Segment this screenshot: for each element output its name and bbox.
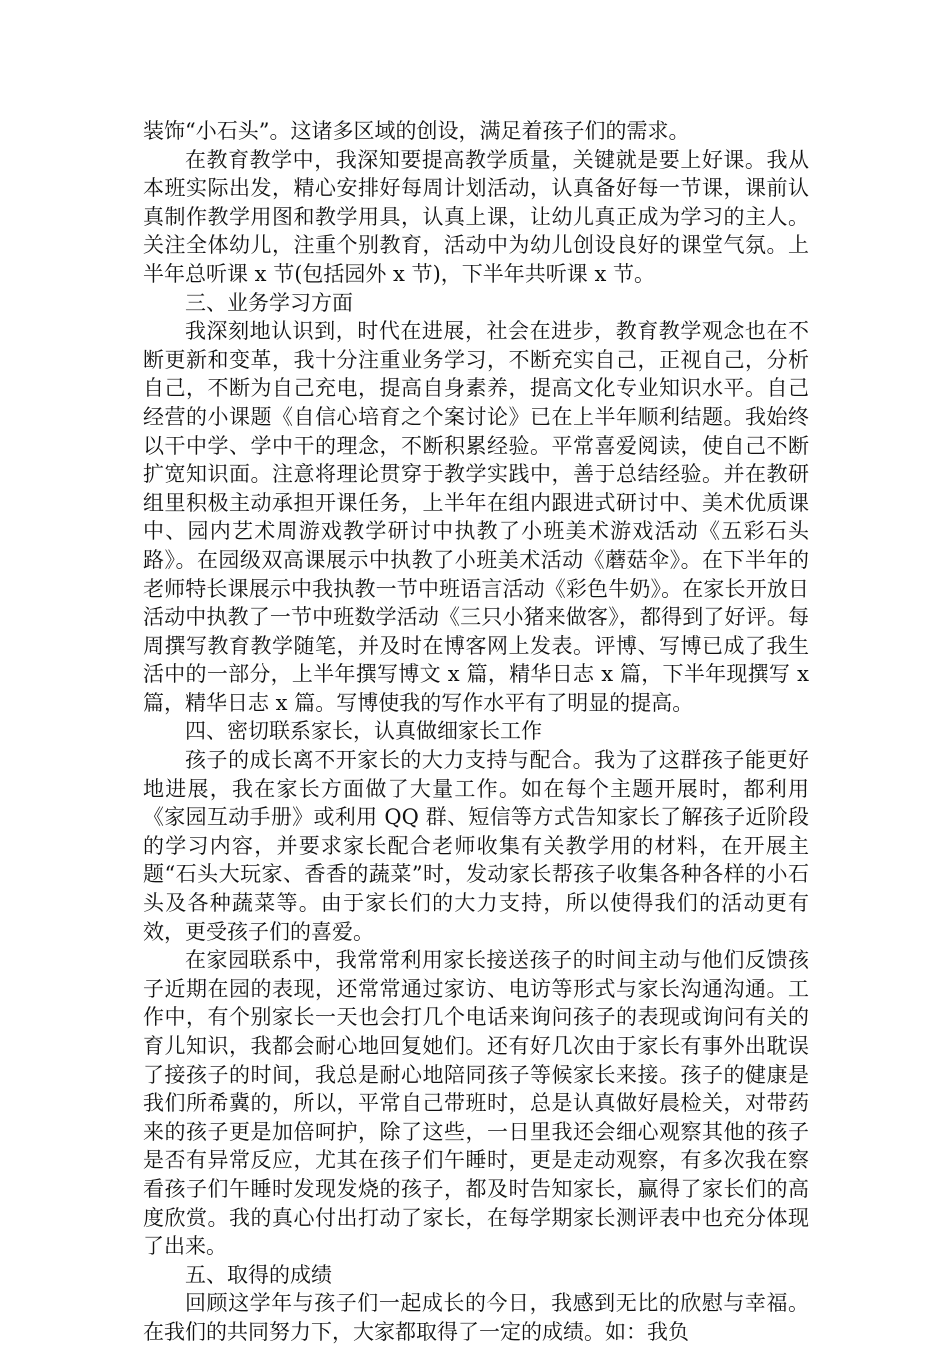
section-heading-achievements: 五、取得的成绩 bbox=[185, 1262, 332, 1287]
paragraph-teaching: 在教育教学中，我深知要提高教学质量，关键就是要上好课。我从本班实际出发，精心安排好每周计划活动，认真备好每一节课，课前认真制作教学用图和教学用具，认真上课，让幼儿真正成为学习的主人。关注全体幼儿，注重个别教育，活动中为幼儿创设良好的课堂气氛。上半年总听课 x 节(包括园外 x 节)，下半年共听课 x 节。 bbox=[143, 147, 809, 286]
paragraph-achievements: 回顾这学年与孩子们一起成长的今日，我感到无比的欣慰与幸福。在我们的共同努力下，大家都取得了一定的成绩。如：我负 bbox=[143, 1291, 809, 1344]
document-body bbox=[143, 117, 809, 1347]
section-heading-professional-study: 三、业务学习方面 bbox=[185, 290, 353, 315]
paragraph-professional-study: 我深刻地认识到，时代在进展，社会在进步，教育教学观念也在不断更新和变革，我十分注重业务学习，不断充实自己，正视自己，分析自己，不断为自己充电，提高自身素养，提高文化专业知识水平。自己经营的小课题《自信心培育之个案讨论》已在上半年顺利结题。我始终以干中学、学中干的理念，不断积累经验。平常喜爱阅读，使自己不断扩宽知识面。注意将理论贯穿于教学实践中，善于总结经验。并在教研组里积极主动承担开课任务，上半年在组内跟进式研讨中、美术优质课中、园内艺术周游戏教学研讨中执教了小班美术游戏活动《五彩石头路》。在园级双高课展示中执教了小班美术活动《蘑菇伞》。在下半年的老师特长课展示中我执教一节中班语言活动《彩色牛奶》。在家长开放日活动中执教了一节中班数学活动《三只小猪来做客》，都得到了好评。每周撰写教育教学随笔，并及时在博客网上发表。评博、写博已成了我生活中的一部分，上半年撰写博文 x 篇，精华日志 x 篇，下半年现撰写 x 篇，精华日志 x 篇。写博使我的写作水平有了明显的提高。 bbox=[143, 319, 809, 715]
paragraph-home-school-contact: 在家园联系中，我常常利用家长接送孩子的时间主动与他们反馈孩子近期在园的表现，还常常通过家访、电访等形式与家长沟通沟通。工作中，有个别家长一天也会打几个电话来询问孩子的表现或询问有关的育儿知识，我都会耐心地回复她们。还有好几次由于家长有事外出耽误了接孩子的时间，我总是耐心地陪同孩子等候家长来接。孩子的健康是我们所希冀的，所以，平常自己带班时，总是认真做好晨检关，对带药来的孩子更是加倍呵护，除了这些，一日里我还会细心观察其他的孩子是否有异常反应，尤其在孩子们午睡时，更是走动观察，有多次我在察看孩子们午睡时发现发烧的孩子，都及时告知家长，赢得了家长们的高度欣赏。我的真心付出打动了家长，在每学期家长测评表中也充分体现了出来。 bbox=[143, 948, 809, 1259]
section-heading-parent-contact: 四、密切联系家长，认真做细家长工作 bbox=[185, 719, 542, 744]
paragraph-continuation: 装饰“小石头”。这诸多区域的创设，满足着孩子们的需求。 bbox=[143, 119, 690, 143]
paragraph-parent-support: 孩子的成长离不开家长的大力支持与配合。我为了这群孩子能更好地进展，我在家长方面做了大量工作。如在每个主题开展时，都利用《家园互动手册》或利用 QQ 群、短信等方式告知家长了解孩子近阶段的学习内容，并要求家长配合老师收集有关教学用的材料，在开展主题“石头大玩家、香香的蔬菜”时，发动家长帮孩子收集各种各样的小石头及各种蔬菜等。由于家长们的大力支持，所以使得我们的活动更有效，更受孩子们的喜爱。 bbox=[143, 748, 809, 944]
